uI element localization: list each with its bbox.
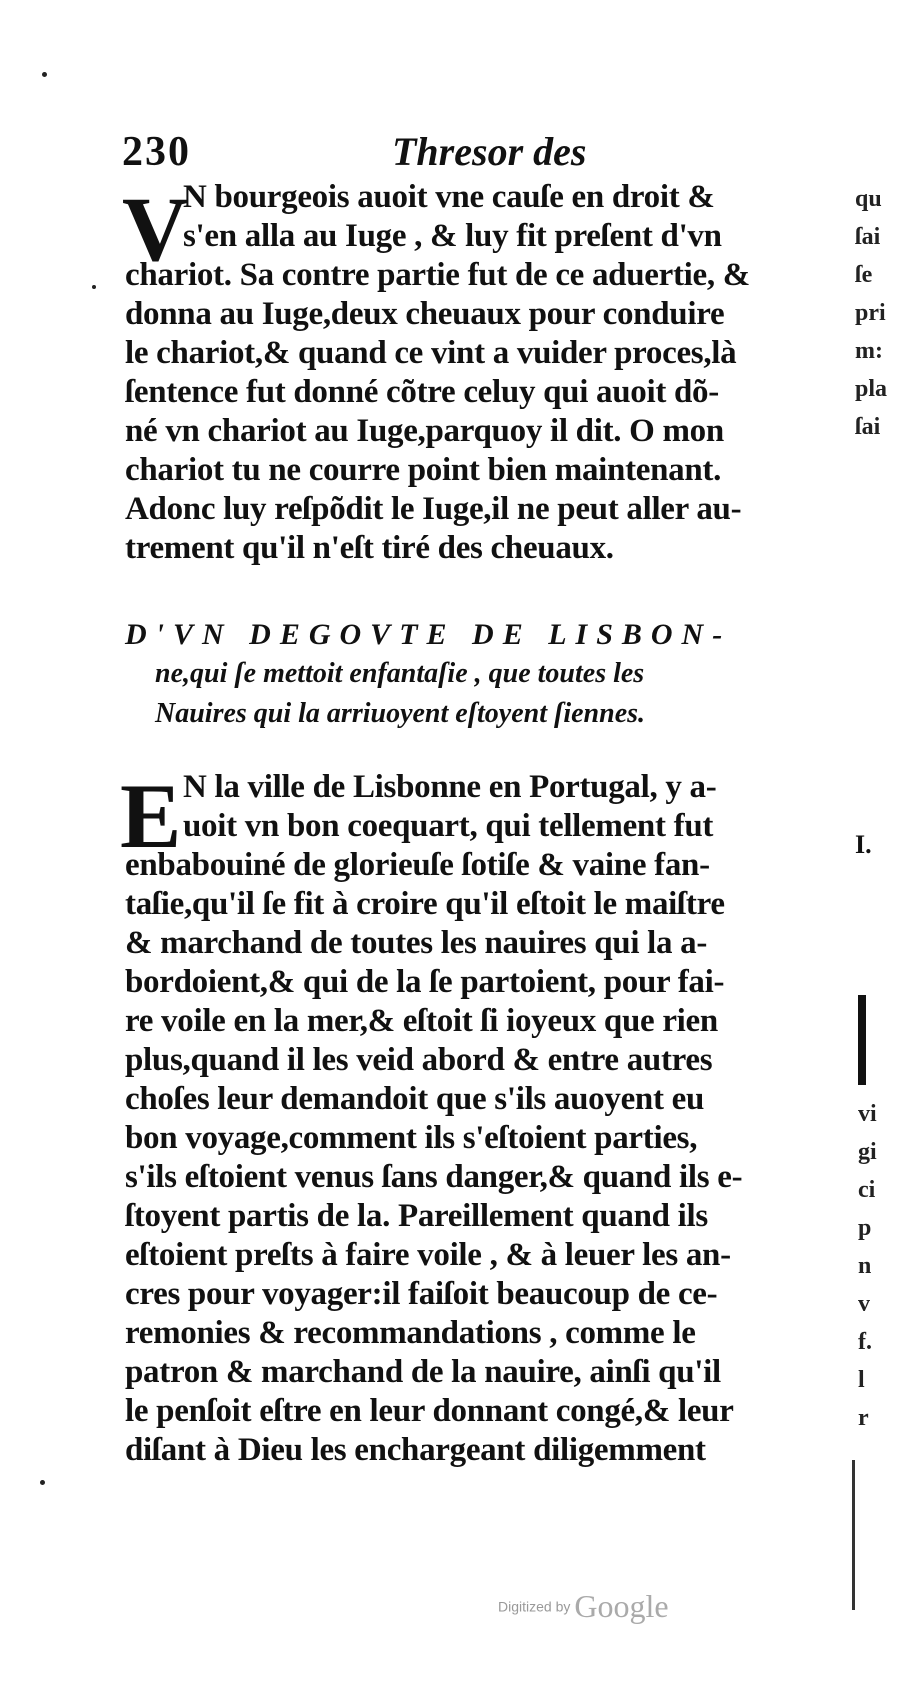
fragment-text: qu — [855, 186, 882, 212]
text-line: taſie,qu'il ſe fit à croire qu'il eſtoit le maiſtre — [125, 886, 725, 922]
fragment-text: m: — [855, 338, 883, 364]
text-line: uoit vn bon coequart, qui tellement fut — [183, 808, 714, 844]
ink-speck — [92, 285, 96, 289]
text-line: ſtoyent partis de la. Pareillement quand ils — [125, 1198, 708, 1234]
text-line: le penſoit eſtre en leur donnant congé,& leur — [125, 1393, 734, 1429]
fragment-text: ſai — [855, 414, 881, 440]
text-line: donna au Iuge,deux cheuaux pour conduire — [125, 296, 725, 332]
story-1-text — [125, 178, 785, 568]
fragment-text: r — [858, 1405, 869, 1431]
text-line: N la ville de Lisbonne en Portugal, y a- — [183, 769, 717, 805]
facing-page-fragment-top — [855, 180, 895, 446]
text-line: re voile en la mer,& eſtoit ſi ioyeux que rien — [125, 1003, 718, 1039]
running-head: Thresor des — [392, 129, 587, 174]
text-line: enbabouiné de glorieuſe ſotiſe & vaine fan- — [125, 847, 710, 883]
page-header — [122, 128, 782, 182]
text-line: & marchand de toutes les nauires qui la a- — [125, 925, 708, 961]
facing-page-fragment-mid: I. — [855, 830, 872, 859]
text-line: bon voyage,comment ils s'eſtoient parties, — [125, 1120, 698, 1156]
google-logo: Google — [574, 1588, 669, 1624]
section-heading — [125, 618, 795, 738]
page-number: 230 — [122, 129, 191, 175]
heading-line-2: ne,qui ſe mettoit enfantaſie , que toutes les — [155, 658, 645, 689]
fragment-text: vi — [858, 1101, 877, 1127]
fragment-text: gi — [858, 1139, 877, 1165]
fragment-text: pla — [855, 376, 888, 402]
fragment-text: v — [858, 1291, 870, 1317]
text-line: trement qu'il n'eſt tiré des cheuaux. — [125, 530, 614, 566]
drop-cap-e: E — [120, 765, 182, 867]
text-line: diſant à Dieu les enchargeant diligemment — [125, 1432, 706, 1468]
page-edge-line — [852, 1460, 855, 1610]
facing-page-dropcap-fragment — [858, 995, 866, 1085]
text-line: chariot tu ne courre point bien maintenant. — [125, 452, 722, 488]
text-line: cres pour voyager:il faiſoit beaucoup de ce- — [125, 1276, 718, 1312]
digitized-watermark — [498, 1588, 669, 1625]
text-line: ſentence fut donné cõtre celuy qui auoit dõ- — [125, 374, 719, 410]
text-line: le chariot,& quand ce vint a vuider proces,là — [125, 335, 737, 371]
fragment-text: f. — [858, 1329, 872, 1355]
drop-cap-v: V — [122, 178, 189, 280]
text-line: eſtoient preſts à faire voile , & à leuer les an- — [125, 1237, 731, 1273]
heading-line-1: D'VN DEGOVTE DE LISBON- — [125, 618, 732, 651]
text-line: Adonc luy reſpõdit le Iuge,il ne peut aller au- — [125, 491, 742, 527]
fragment-text: l — [858, 1367, 865, 1393]
text-line: chariot. Sa contre partie fut de ce aduertie, & — [125, 257, 750, 293]
fragment-text: n — [858, 1253, 872, 1279]
ink-speck — [40, 1480, 45, 1485]
text-line: s'en alla au Iuge , & luy fit preſent d'vn — [183, 218, 722, 254]
text-line: plus,quand il les veid abord & entre autres — [125, 1042, 713, 1078]
fragment-text: ſe — [855, 262, 873, 288]
text-line: N bourgeois auoit vne cauſe en droit & — [183, 179, 715, 215]
fragment-text: p — [858, 1215, 872, 1241]
fragment-text: pri — [855, 300, 886, 326]
fragment-text: ſai — [855, 224, 881, 250]
text-line: choſes leur demandoit que s'ils auoyent eu — [125, 1081, 705, 1117]
text-line: s'ils eſtoient venus ſans danger,& quand ils e- — [125, 1159, 743, 1195]
story-2-text — [125, 768, 785, 1470]
text-line: patron & marchand de la nauire, ainſi qu'il — [125, 1354, 721, 1390]
heading-line-3: Nauires qui la arriuoyent eſtoyent ſiennes. — [155, 698, 646, 729]
fragment-text: ci — [858, 1177, 876, 1203]
text-line: bordoient,& qui de la ſe partoient, pour fai- — [125, 964, 725, 1000]
text-line: né vn chariot au Iuge,parquoy il dit. O mon — [125, 413, 724, 449]
digitized-by-label: Digitized by — [498, 1598, 571, 1615]
text-line: remonies & recommandations , comme le — [125, 1315, 696, 1351]
ink-speck — [42, 72, 47, 77]
facing-page-fragment-low — [858, 1095, 888, 1437]
